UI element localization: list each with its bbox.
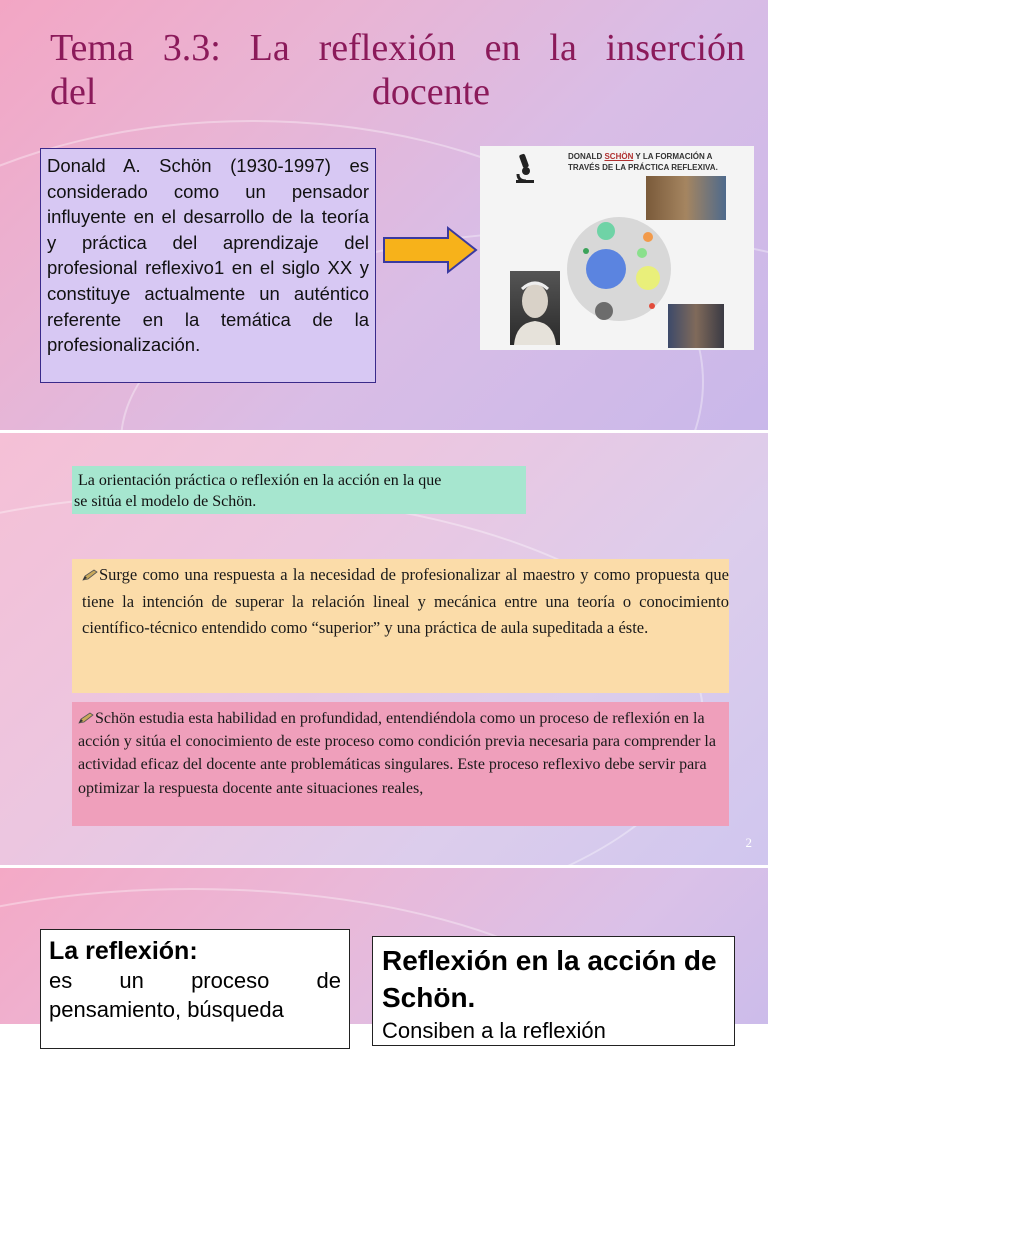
orientation-text-box: La orientación práctica o reflexión en la acción en la que se sitúa el modelo de Schön. xyxy=(72,466,526,514)
pencil-icon xyxy=(82,569,98,581)
microscope-icon xyxy=(514,152,536,184)
slide-3 xyxy=(0,868,768,1043)
schon-study-text-box: Schön estudia esta habilidad en profundidad, entendiéndola como un proceso de reflexión en la acción y sitúa el conocimiento de este proceso como condición previa necesaria para comprender la actividad eficaz del docente ante problemáticas singulares. Este proceso reflexivo debe servir para optimizar la respuesta docente ante situaciones reales, xyxy=(72,702,729,826)
mind-map-circle-graphic xyxy=(566,206,676,332)
slide-1 xyxy=(0,0,768,430)
workshop-photo xyxy=(668,304,724,348)
right-arrow-icon xyxy=(382,226,478,274)
reflection-in-action-box xyxy=(372,936,735,1046)
slide-2 xyxy=(0,433,768,865)
schon-poster-image xyxy=(480,146,754,350)
definition-text: es un proceso de pensamiento, búsqueda xyxy=(49,968,341,1022)
schon-portrait-photo xyxy=(510,271,560,345)
slide-title: Tema 3.3: La reflexión en la inserción del docente xyxy=(50,27,745,113)
reflection-definition-box xyxy=(40,929,350,1049)
bio-text-box: Donald A. Schön (1930-1997) es considerado como un pensador influyente en el desarrollo de la teoría y práctica del aprendizaje del profesional reflexivo1 en el siglo XX y constituye actualmente un auténtico referente en la temática de la profesionalización. xyxy=(40,148,376,383)
pencil-icon xyxy=(78,712,94,724)
origin-text-box: Surge como una respuesta a la necesidad de profesionalizar al maestro y como propuesta que tiene la intención de superar la relación lineal y mecánica entre una teoría o conocimiento científico-técnico entendido como “superior” y una práctica de aula supeditada a éste. xyxy=(72,559,729,693)
definition-heading: La reflexión: xyxy=(49,937,198,965)
reflection-in-action-heading: Reflexión en la acción de Schön. xyxy=(382,945,717,1013)
page-number: 2 xyxy=(745,835,752,850)
reflection-in-action-text: Consiben a la reflexión xyxy=(382,1018,606,1043)
poster-title: DONALD SCHÖN Y LA FORMACIÓN A TRAVÉS DE LA PRÁCTICA REFLEXIVA. xyxy=(568,152,718,172)
